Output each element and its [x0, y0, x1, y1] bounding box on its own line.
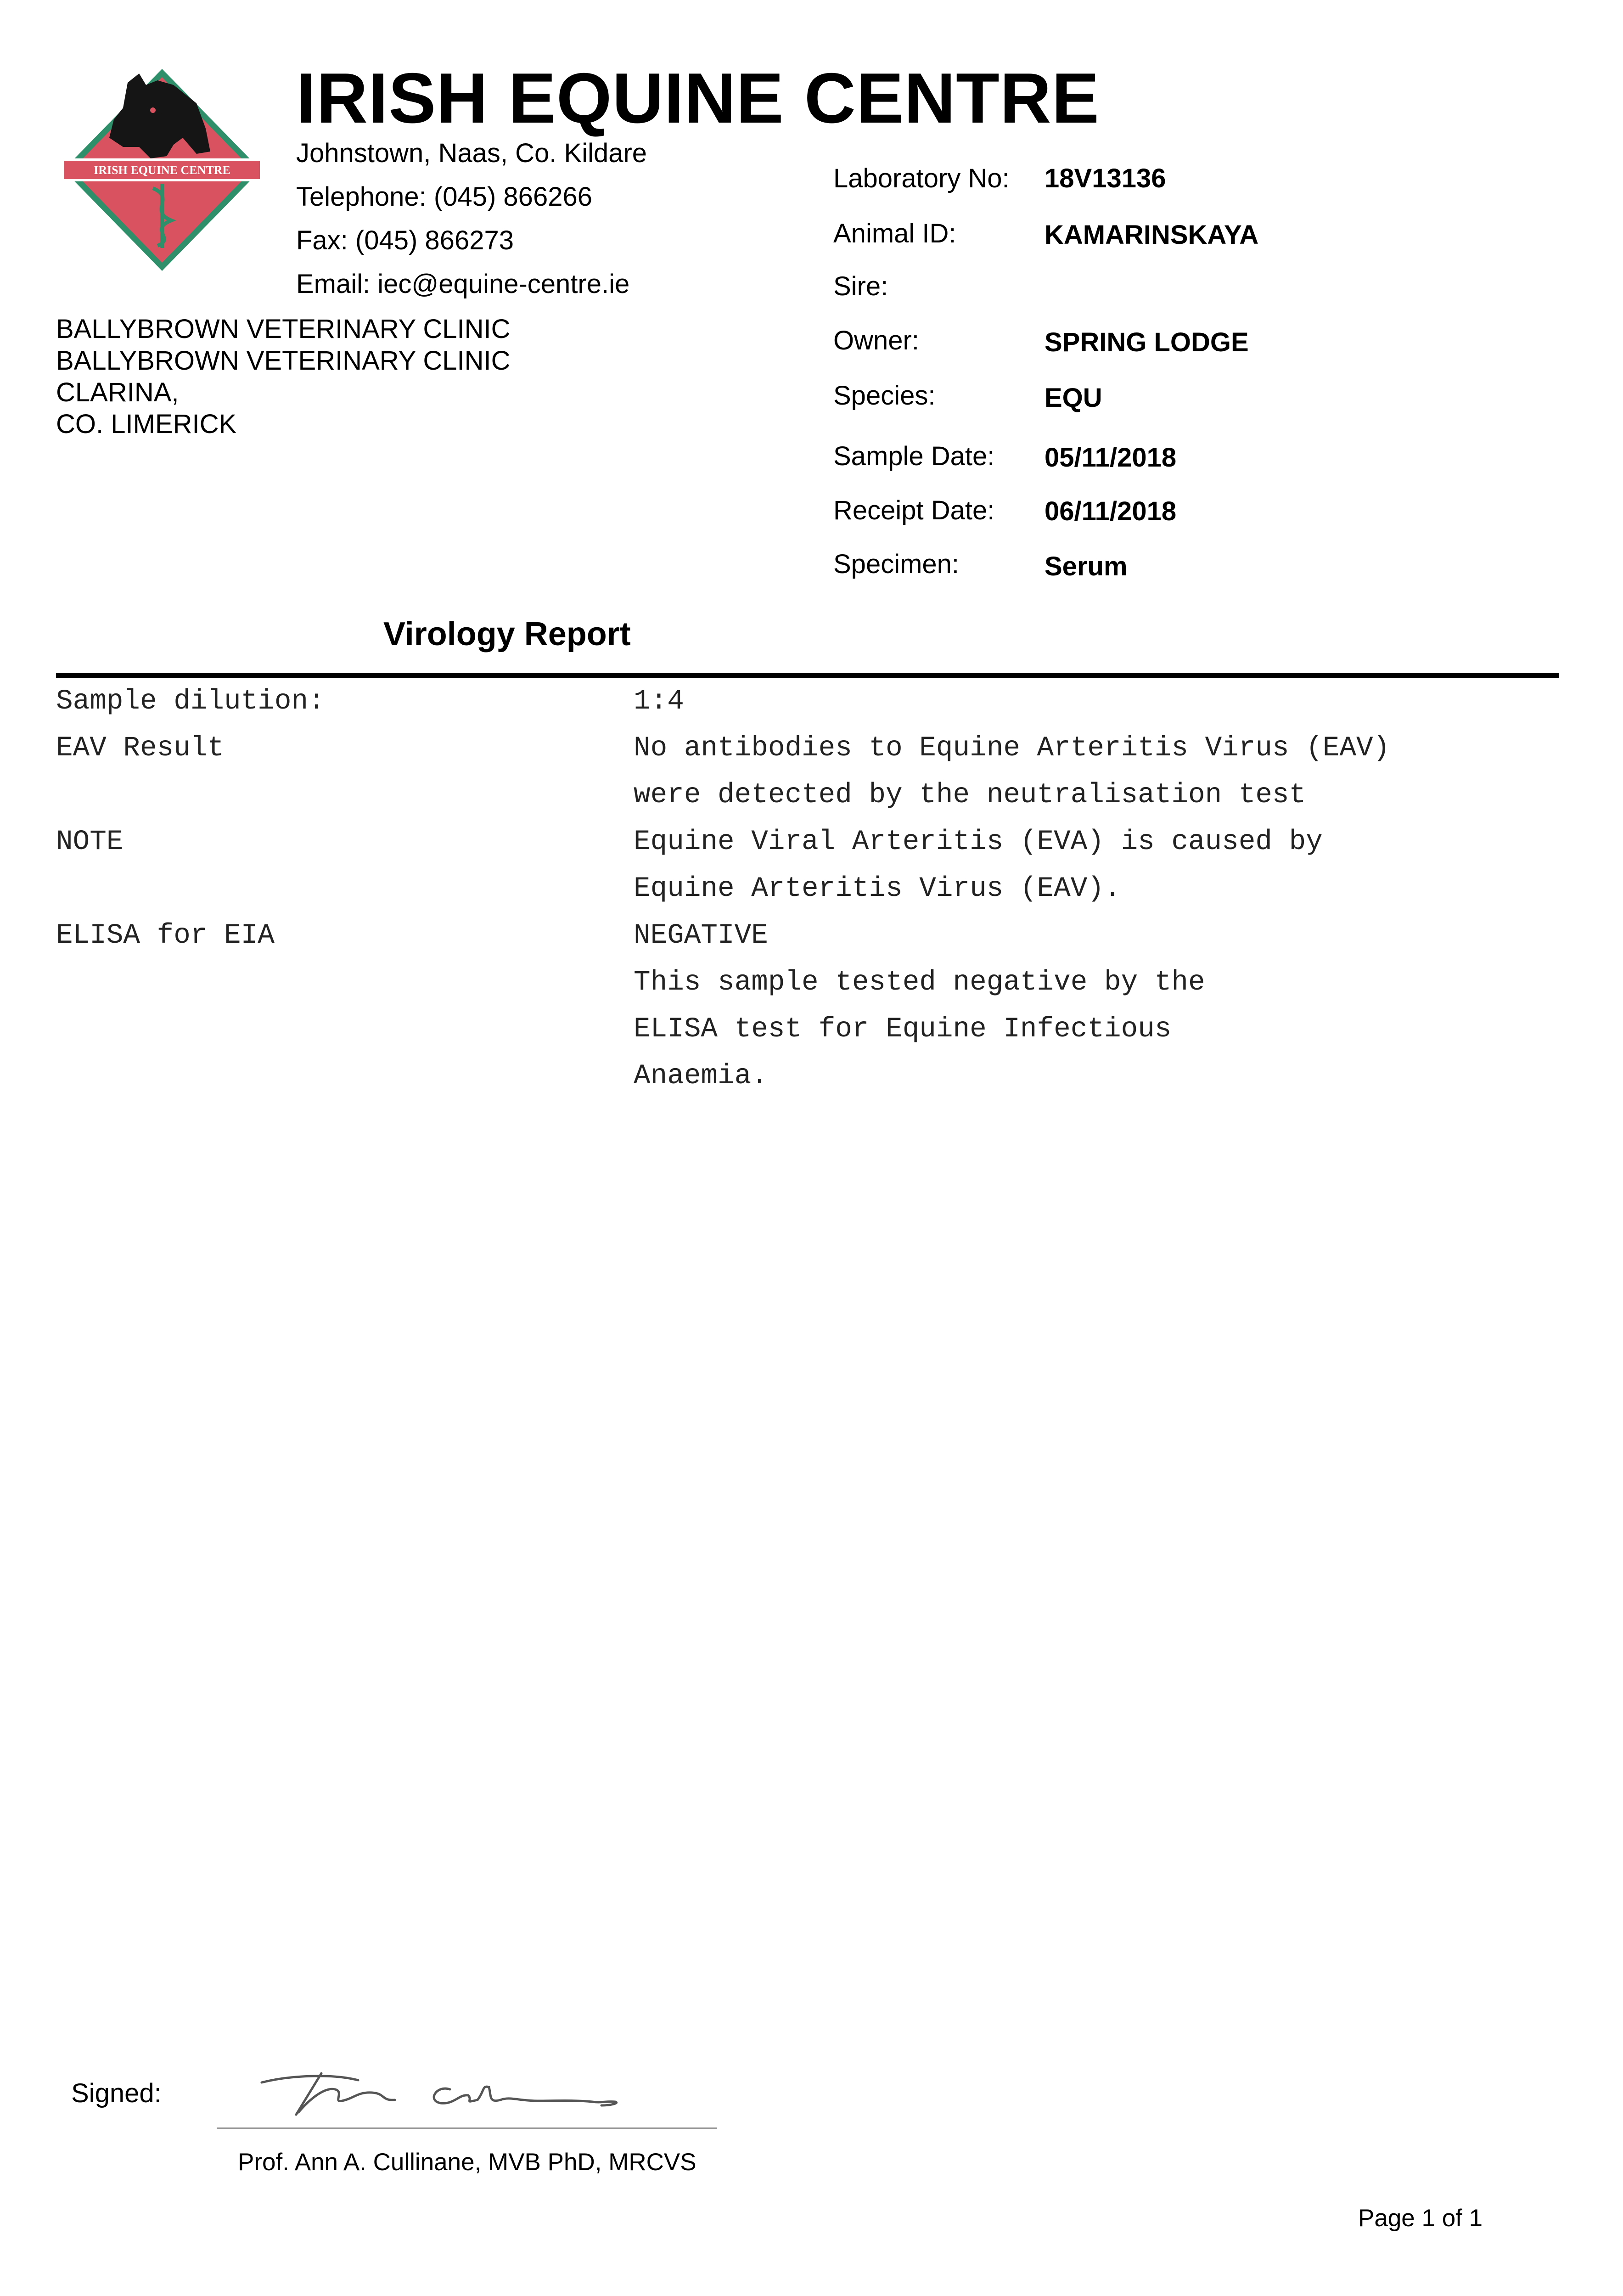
animal-id-value: KAMARINSKAYA [1045, 220, 1259, 250]
sire-label: Sire: [833, 271, 888, 301]
species-value: EQU [1045, 383, 1102, 413]
result-value: ELISA test for Equine Infectious [634, 1013, 1172, 1045]
divider [56, 673, 1559, 678]
signature-line [217, 2127, 717, 2129]
laboratory-no-value: 18V13136 [1045, 163, 1166, 193]
report-title: Virology Report [383, 616, 631, 653]
receipt-date-label: Receipt Date: [833, 495, 995, 525]
client-line: BALLYBROWN VETERINARY CLINIC [56, 314, 511, 344]
sample-date-value: 05/11/2018 [1045, 443, 1177, 473]
receipt-date-value: 06/11/2018 [1045, 496, 1177, 526]
logo-text: IRISH EQUINE CENTRE [94, 163, 230, 177]
animal-id-label: Animal ID: [833, 219, 956, 248]
client-line: CO. LIMERICK [56, 409, 237, 439]
result-value: Equine Arteritis Virus (EAV). [634, 873, 1121, 905]
owner-value: SPRING LODGE [1045, 327, 1249, 357]
result-value: No antibodies to Equine Arteritis Virus (EAV) [634, 732, 1390, 764]
result-label: ELISA for EIA [56, 920, 275, 951]
signed-label: Signed: [71, 2078, 162, 2108]
client-line: CLARINA, [56, 377, 179, 407]
result-label: EAV Result [56, 732, 225, 764]
client-address [56, 313, 510, 440]
address: Johnstown, Naas, Co. Kildare [296, 138, 647, 168]
species-label: Species: [833, 381, 936, 411]
result-value: Equine Viral Arteritis (EVA) is caused by [634, 826, 1323, 858]
signatory-name: Prof. Ann A. Cullinane, MVB PhD, MRCVS [238, 2149, 696, 2176]
sample-date-label: Sample Date: [833, 441, 995, 471]
specimen-value: Serum [1045, 551, 1128, 581]
owner-label: Owner: [833, 326, 919, 355]
result-value: NEGATIVE [634, 920, 768, 951]
result-value: 1:4 [634, 686, 684, 717]
laboratory-no-label: Laboratory No: [833, 163, 1010, 193]
result-value: This sample tested negative by the [634, 967, 1205, 998]
result-value: were detected by the neutralisation test [634, 779, 1306, 811]
irish-equine-centre-logo [59, 64, 265, 276]
client-line: BALLYBROWN VETERINARY CLINIC [56, 346, 511, 376]
telephone: Telephone: (045) 866266 [296, 182, 592, 212]
signature [253, 2060, 643, 2119]
result-label: NOTE [56, 826, 124, 858]
result-label: Sample dilution: [56, 686, 325, 717]
specimen-label: Specimen: [833, 549, 960, 579]
page-title: IRISH EQUINE CENTRE [296, 58, 1100, 138]
email: Email: iec@equine-centre.ie [296, 269, 630, 299]
page-number: Page 1 of 1 [1358, 2205, 1483, 2232]
result-value: Anaemia. [634, 1060, 768, 1092]
fax: Fax: (045) 866273 [296, 225, 514, 255]
